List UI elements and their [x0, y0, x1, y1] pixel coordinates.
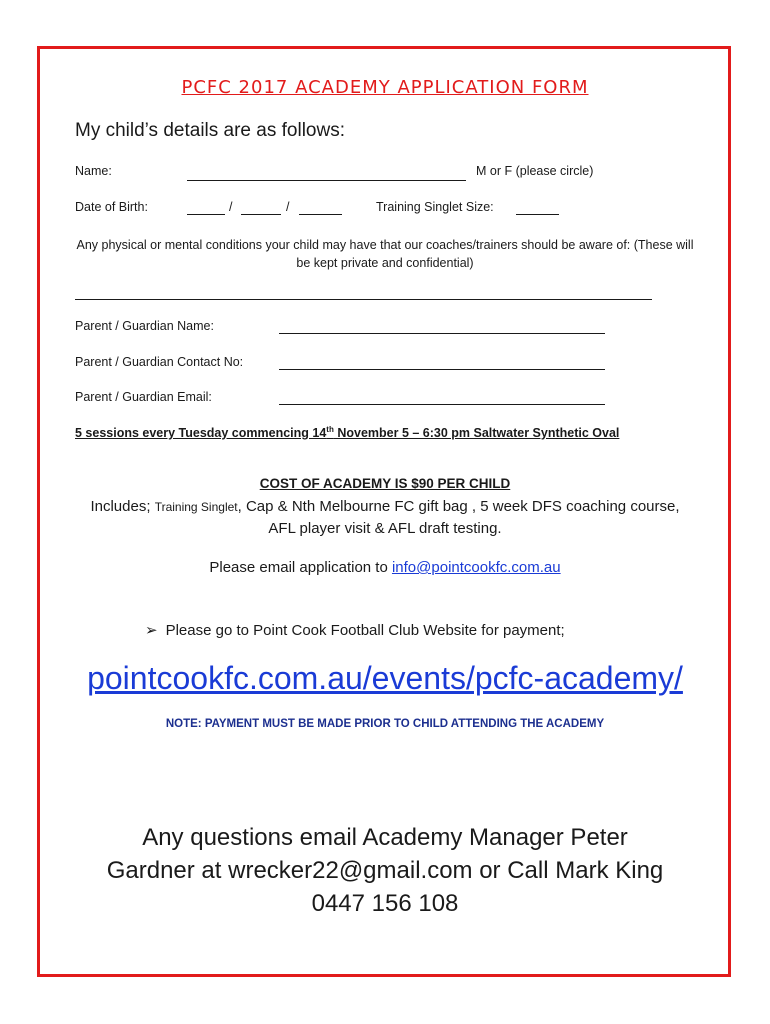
- dob-month-field[interactable]: [241, 214, 281, 215]
- conditions-field[interactable]: [75, 299, 652, 300]
- form-title: PCFC 2017 ACADEMY APPLICATION FORM: [181, 77, 589, 98]
- questions-contact: Any questions email Academy Manager Peter Gardner at wrecker22@gmail.com or Call Mark King 0447 156 108: [106, 824, 664, 917]
- payment-url-link[interactable]: pointcookfc.com.au/events/pcfc-academy/: [87, 660, 683, 696]
- name-label: Name:: [75, 164, 112, 178]
- details-heading: My child’s details are as follows:: [75, 120, 345, 141]
- payment-instruction: ➢ Please go to Point Cook Football Club Website for payment;: [145, 622, 565, 639]
- dob-separator: /: [286, 200, 290, 214]
- arrow-bullet-icon: ➢: [145, 622, 158, 639]
- parent-contact-label: Parent / Guardian Contact No:: [75, 355, 244, 369]
- parent-contact-field[interactable]: [279, 369, 605, 370]
- parent-name-field[interactable]: [279, 333, 605, 334]
- conditions-text: Any physical or mental conditions your child may have that our coaches/trainers should be aware of: (These will be kept private and confidential): [76, 238, 694, 270]
- singlet-size-field[interactable]: [516, 214, 559, 215]
- dob-day-field[interactable]: [187, 214, 225, 215]
- cost-heading: COST OF ACADEMY IS $90 PER CHILD: [259, 476, 511, 491]
- parent-email-label: Parent / Guardian Email:: [75, 390, 212, 404]
- payment-note: NOTE: PAYMENT MUST BE MADE PRIOR TO CHILD ATTENDING THE ACADEMY: [165, 718, 605, 730]
- club-email-link[interactable]: info@pointcookfc.com.au: [391, 559, 561, 576]
- dob-year-field[interactable]: [299, 214, 342, 215]
- singlet-size-label: Training Singlet Size:: [376, 200, 494, 214]
- gender-choice: M or F (please circle): [476, 164, 594, 178]
- sessions-info: 5 sessions every Tuesday commencing 14th November 5 – 6:30 pm Saltwater Synthetic Oval: [75, 425, 620, 441]
- parent-name-label: Parent / Guardian Name:: [75, 319, 214, 333]
- parent-email-field[interactable]: [279, 404, 605, 405]
- dob-separator: /: [229, 200, 233, 214]
- name-field[interactable]: [187, 180, 466, 181]
- dob-label: Date of Birth:: [75, 200, 148, 214]
- includes-text: Includes; Training Singlet, Cap & Nth Melbourne FC gift bag , 5 week DFS coaching course, AFL player visit & AFL draft testing.: [90, 498, 680, 537]
- email-instruction: Please email application to info@pointcookfc.com.au: [209, 559, 561, 576]
